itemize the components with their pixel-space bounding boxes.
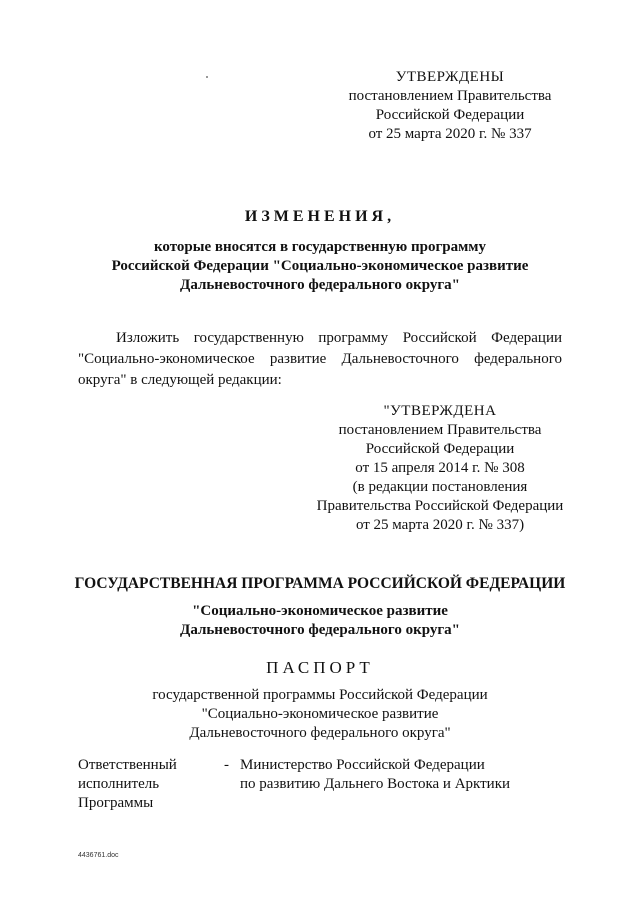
- approval-stamp-2014: [300, 402, 580, 535]
- responsible-label-line: исполнитель: [78, 776, 160, 792]
- row-dash: -: [224, 757, 229, 773]
- approval-line: от 15 апреля 2014 г. № 308: [355, 460, 525, 476]
- changes-subtitle-line: Российской Федерации "Социально-экономическое развитие: [111, 258, 529, 274]
- passport-subtitle: [60, 686, 580, 743]
- program-subtitle: [60, 602, 580, 640]
- responsible-label: [78, 756, 218, 813]
- changes-subtitle: [60, 238, 580, 295]
- approval-line: от 25 марта 2020 г. № 337): [355, 517, 525, 533]
- approval-line: Российской Федерации: [365, 441, 515, 457]
- approval-head: УТВЕРЖДЕНЫ: [395, 69, 505, 85]
- responsible-label-line: Программы: [78, 795, 154, 811]
- responsible-value-line: Министерство Российской Федерации: [240, 757, 485, 773]
- responsible-value-line: по развитию Дальнего Востока и Арктики: [240, 776, 511, 792]
- passport-subtitle-line: Дальневосточного федерального округа": [189, 725, 451, 741]
- approval-head: "УТВЕРЖДЕНА: [383, 403, 497, 419]
- approval-line: постановлением Правительства: [338, 422, 542, 438]
- approval-line: постановлением Правительства: [348, 88, 552, 104]
- program-title: ГОСУДАРСТВЕННАЯ ПРОГРАММА РОССИЙСКОЙ ФЕДЕРАЦИИ: [74, 575, 566, 592]
- passport-title: ПАСПОРТ: [266, 658, 374, 677]
- approval-line: от 25 марта 2020 г. № 337: [368, 126, 532, 142]
- changes-subtitle-line: Дальневосточного федерального округа": [180, 277, 460, 293]
- approval-stamp: [335, 68, 565, 144]
- passport-subtitle-line: "Социально-экономическое развитие: [201, 706, 439, 722]
- program-subtitle-line: "Социально-экономическое развитие: [192, 603, 448, 619]
- responsible-value: [240, 756, 570, 794]
- responsible-label-line: Ответственный: [78, 757, 177, 773]
- approval-line: Российской Федерации: [375, 107, 525, 123]
- program-subtitle-line: Дальневосточного федерального округа": [180, 622, 460, 638]
- passport-subtitle-line: государственной программы Российской Федерации: [152, 687, 488, 703]
- scan-speck: [206, 76, 208, 78]
- changes-title: ИЗМЕНЕНИЯ,: [244, 208, 396, 225]
- approval-line: (в редакции постановления: [352, 479, 528, 495]
- approval-line: Правительства Российской Федерации: [316, 498, 564, 514]
- body-paragraph: Изложить государственную программу Российской Федерации "Социально-экономическое развитие Дальневосточного федерального округа" в следующей редакции:: [78, 330, 562, 388]
- document-id: 4436761.doc: [78, 852, 119, 859]
- changes-subtitle-line: которые вносятся в государственную программу: [153, 239, 487, 255]
